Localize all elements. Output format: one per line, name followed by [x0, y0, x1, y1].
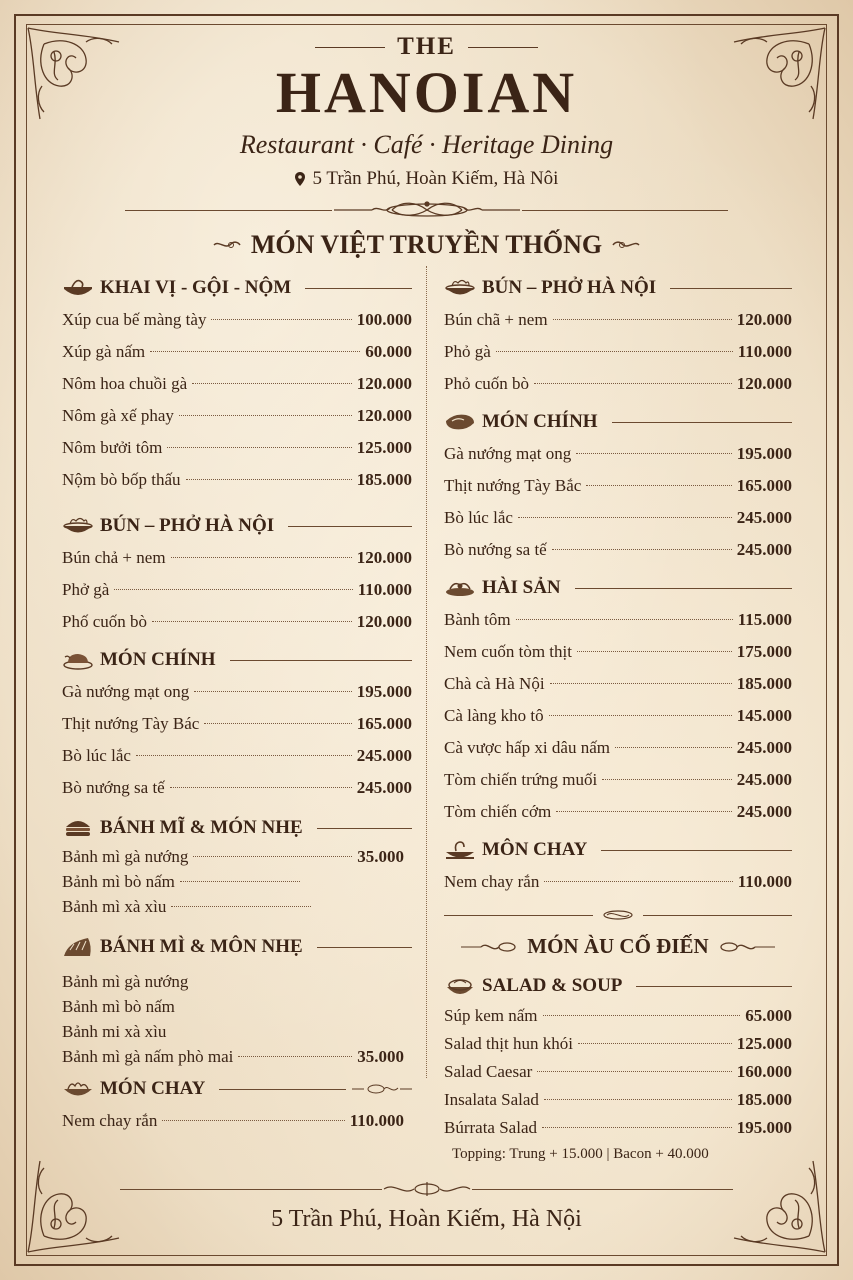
menu-section — [444, 572, 792, 828]
section-group-title — [444, 934, 792, 959]
section-title: MÓN CHAY — [100, 1078, 206, 1099]
menu-item: Nem chay rắn 110.000 — [444, 872, 792, 891]
menu-item: Bún chả + nem 120.000 — [62, 548, 412, 567]
menu-item: Nem chay rắn 110.000 — [62, 1111, 404, 1130]
seafood-icon — [444, 577, 476, 599]
menu-item: Phỏ cuốn bò 120.000 — [444, 374, 792, 393]
header-rule-right — [468, 47, 538, 48]
section-title: BÁNH MĨ & MÓN NHẸ — [100, 817, 303, 838]
menu-item: Bảnh mì gà nấm phò mai 35.000 — [62, 1047, 404, 1066]
swirl-ornament-icon — [612, 239, 640, 251]
menu-item: Xúp gà nấm 60.000 — [62, 342, 412, 361]
menu-item: Thịt nướng Tày Bắc 165.000 — [444, 476, 792, 495]
menu-section — [62, 510, 412, 638]
noodle-bowl-icon — [444, 277, 476, 299]
menu-item: Tòm chiến trứng muối 245.000 — [444, 770, 792, 789]
section-title: MÔN CHAY — [482, 839, 588, 860]
baguette-icon — [62, 936, 94, 958]
menu-item: Bò nướng sa tế 245.000 — [444, 540, 792, 559]
menu-item: Thịt nướng Tày Bác 165.000 — [62, 714, 412, 733]
section-title: BÚN – PHỞ HÀ NỘI — [100, 515, 275, 536]
burger-icon — [62, 817, 94, 839]
menu-item: Bò lúc lắc 245.000 — [444, 508, 792, 527]
main-title-text: MÓN VIỆT TRUYỀN THỐNG — [250, 230, 603, 259]
flourish-icon — [352, 1083, 412, 1095]
salad-icon — [444, 975, 476, 997]
header-rule-left — [315, 47, 385, 48]
menu-item: Phở gà 110.000 — [62, 580, 412, 599]
menu-item: Búrrata Salad 195.000 — [444, 1118, 792, 1137]
menu-item: Nôm hoa chuồi gà 120.000 — [62, 374, 412, 393]
location-pin-icon — [295, 172, 305, 186]
header-address-text: 5 Trần Phú, Hoàn Kiếm, Hà Nôi — [312, 168, 559, 189]
section-group-title — [0, 230, 853, 260]
flourish-icon — [382, 1180, 472, 1198]
menu-item: Nôm bưởi tôm 125.000 — [62, 438, 412, 457]
menu-section — [444, 970, 792, 1163]
brand-prefix: THE — [397, 33, 456, 60]
menu-section — [62, 272, 412, 496]
roast-chicken-icon — [62, 649, 94, 671]
swirl-ornament-icon — [461, 941, 517, 953]
euro-column — [444, 970, 792, 1163]
menu-item: Gà nướng mạt ong 195.000 — [62, 682, 412, 701]
euro-flourish-divider — [444, 908, 792, 922]
menu-item: Bảnh mì bò nấm — [62, 869, 412, 894]
vegetarian-bowl-icon — [444, 839, 476, 861]
section-title: MÓN CHÍNH — [482, 411, 598, 432]
menu-section — [444, 406, 792, 566]
section-title: KHAI VỊ - GỘI - NỘM — [100, 277, 292, 298]
menu-section — [62, 644, 412, 804]
menu-section — [62, 1073, 412, 1137]
column-divider — [426, 266, 427, 1078]
flourish-icon — [593, 908, 643, 922]
footer-address: 5 Trần Phú, Hoàn Kiếm, Hà Nội — [271, 1206, 582, 1232]
swirl-ornament-icon — [213, 239, 241, 251]
menu-item: Bành tôm 115.000 — [444, 610, 792, 629]
menu-section — [444, 834, 792, 898]
menu-item: Nộm bò bốp thấu 185.000 — [62, 470, 412, 489]
menu-item: Bảnh mì xà xìu — [62, 894, 412, 919]
noodle-bowl-icon — [62, 515, 94, 537]
menu-item: Bảnh mi xà xìu — [62, 1022, 167, 1041]
menu-item: Nôm gà xế phay 120.000 — [62, 406, 412, 425]
topping-note: Topping: Trung + 15.000 | Bacon + 40.000 — [452, 1146, 709, 1162]
menu-item: Bún chã + nem 120.000 — [444, 310, 792, 329]
menu-item: Salad thịt hun khói 125.000 — [444, 1034, 792, 1053]
tagline: Restaurant · Café · Heritage Dining — [239, 130, 614, 159]
menu-item: Tòm chiến cớm 245.000 — [444, 802, 792, 821]
header-flourish-divider — [125, 200, 728, 220]
euro-title-text: MÓN ÀU CỐ ĐIẾN — [527, 934, 709, 958]
menu-item: Phỏ gà 110.000 — [444, 342, 792, 361]
menu-item: Salad Caesar 160.000 — [444, 1062, 792, 1081]
the-row — [0, 30, 853, 64]
menu-header — [0, 30, 853, 190]
menu-section — [62, 812, 412, 919]
menu-item: Cà vược hấp xi dâu nấm 245.000 — [444, 738, 792, 757]
menu-item: Bò lúc lắc 245.000 — [62, 746, 412, 765]
menu-item: Bảnh mì bò nấm — [62, 997, 175, 1016]
footer-flourish-divider — [120, 1180, 733, 1198]
menu-item: Phố cuốn bò 120.000 — [62, 612, 412, 631]
menu-item: Insalata Salad 185.000 — [444, 1090, 792, 1109]
swirl-ornament-icon — [719, 941, 775, 953]
left-column — [62, 272, 412, 1137]
menu-item: Bảnh mì gà nướng 35.000 — [62, 847, 404, 866]
menu-item: Nem cuốn tòm thịt 175.000 — [444, 642, 792, 661]
section-title: BÁNH MÌ & MÔN NHẸ — [100, 936, 303, 957]
menu-item: Gà nướng mạt ong 195.000 — [444, 444, 792, 463]
menu-section — [444, 272, 792, 400]
bowl-icon — [62, 277, 94, 299]
menu-item: Chà cà Hà Nội 185.000 — [444, 674, 792, 693]
menu-item: Bò nướng sa tế 245.000 — [62, 778, 412, 797]
header-address — [0, 168, 853, 190]
section-title: MÓN CHÍNH — [100, 649, 216, 670]
section-title: BÚN – PHỞ HÀ NỘI — [482, 277, 657, 298]
right-column — [444, 272, 792, 898]
salad-bowl-icon — [62, 1078, 94, 1100]
flourish-icon — [332, 200, 522, 220]
menu-item: Bảnh mì gà nướng — [62, 972, 189, 991]
menu-item: Cà làng kho tô 145.000 — [444, 706, 792, 725]
menu-item: Xúp cua bế màng tày 100.000 — [62, 310, 412, 329]
menu-section — [62, 931, 412, 1069]
section-title: SALAD & SOUP — [482, 975, 623, 996]
menu-item: Súp kem nấm 65.000 — [444, 1006, 792, 1025]
steak-icon — [444, 411, 476, 433]
section-title: HÀI SẢN — [482, 577, 561, 598]
brand-name: HANOIAN — [275, 60, 578, 125]
